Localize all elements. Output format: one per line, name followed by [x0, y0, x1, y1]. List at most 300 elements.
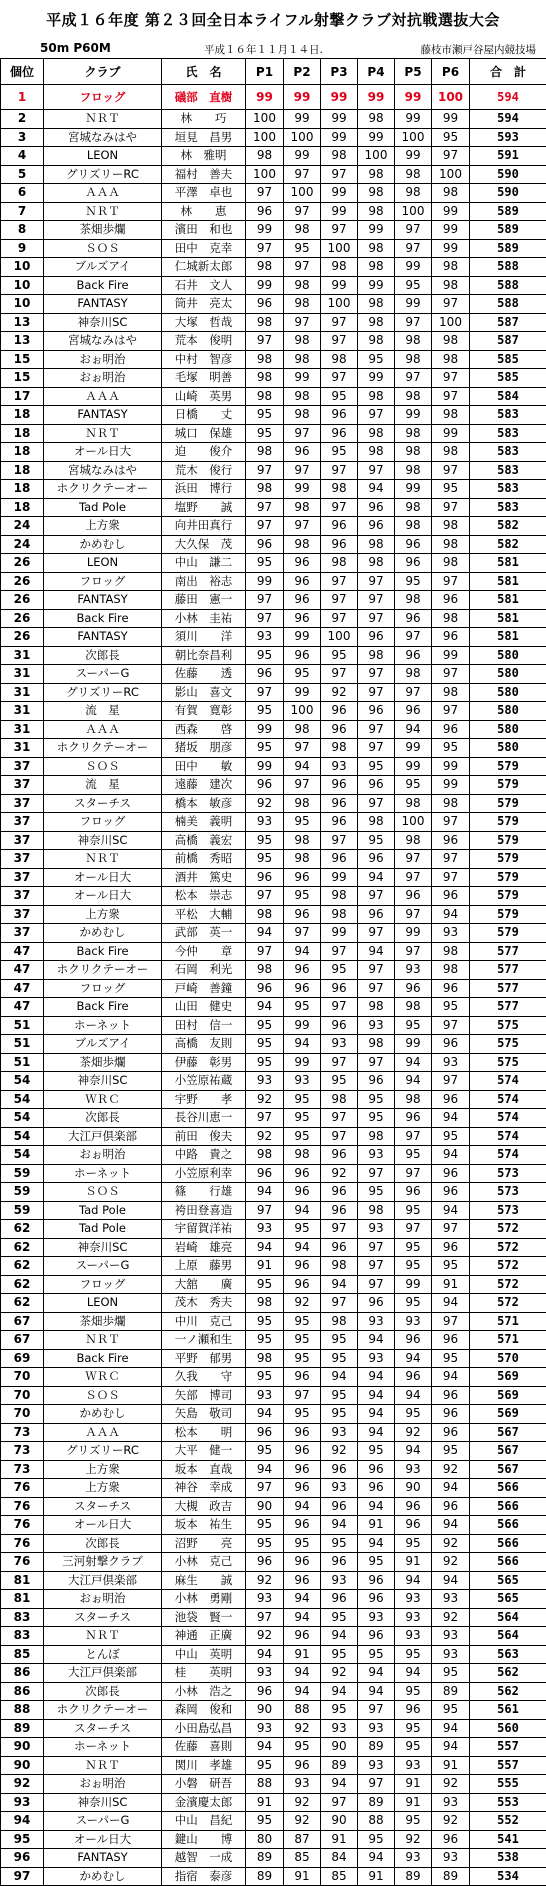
p4-cell: 93: [358, 1608, 395, 1627]
name-cell: 篠 行雄: [162, 1183, 246, 1202]
p1-cell: 95: [246, 1442, 284, 1461]
p2-cell: 96: [284, 868, 321, 887]
p4-cell: 97: [358, 1275, 395, 1294]
p5-cell: 93: [395, 1627, 432, 1646]
p6-cell: 92: [432, 1608, 470, 1627]
name-cell: 戸崎 善鐘: [162, 979, 246, 998]
table-row: [1, 258, 546, 277]
club-cell: ホーネット: [44, 1164, 162, 1183]
p4-cell: 95: [358, 1109, 395, 1128]
p3-cell: 94: [321, 1516, 358, 1535]
p2-cell: 94: [284, 757, 321, 776]
club-cell: LEON: [44, 554, 162, 573]
p4-cell: 98: [358, 239, 395, 258]
rank-cell: 17: [1, 387, 44, 406]
p2-cell: 94: [284, 1238, 321, 1257]
total-cell: 564: [470, 1627, 546, 1646]
club-cell: グリズリーRC: [44, 683, 162, 702]
results-table: [0, 58, 546, 1886]
p2-cell: 95: [284, 1127, 321, 1146]
total-cell: 591: [470, 147, 546, 166]
p5-cell: 98: [395, 498, 432, 517]
p3-cell: 97: [321, 998, 358, 1017]
p6-cell: 92: [432, 1775, 470, 1794]
name-cell: 長谷川恵一: [162, 1109, 246, 1128]
name-cell: 袴田登喜造: [162, 1201, 246, 1220]
p5-cell: 95: [395, 1812, 432, 1831]
p3-cell: 99: [321, 184, 358, 203]
p1-cell: 96: [246, 1553, 284, 1572]
table-row: [1, 1386, 546, 1405]
table-row: [1, 1516, 546, 1535]
p4-cell: 93: [358, 1016, 395, 1035]
p3-cell: 93: [321, 1719, 358, 1738]
p5-cell: 96: [395, 887, 432, 906]
p6-cell: 95: [432, 739, 470, 758]
p4-cell: 96: [358, 776, 395, 795]
name-cell: 大平 健一: [162, 1442, 246, 1461]
p5-cell: 98: [395, 1090, 432, 1109]
table-row: [1, 1645, 546, 1664]
total-cell: 585: [470, 350, 546, 369]
p6-cell: 94: [432, 1109, 470, 1128]
p5-cell: 97: [395, 313, 432, 332]
club-cell: フロッグ: [44, 85, 162, 110]
name-cell: 南出 裕志: [162, 572, 246, 591]
name-cell: 礒部 直樹: [162, 85, 246, 110]
p6-cell: 96: [432, 628, 470, 647]
p6-cell: 94: [432, 905, 470, 924]
p5-cell: 97: [395, 369, 432, 388]
p6-cell: 99: [432, 110, 470, 129]
rank-cell: 10: [1, 258, 44, 277]
p2-cell: 99: [284, 480, 321, 499]
p4-cell: 94: [358, 1405, 395, 1424]
total-cell: 581: [470, 554, 546, 573]
p3-cell: 96: [321, 702, 358, 721]
p3-cell: 90: [321, 1812, 358, 1831]
name-cell: 小笠原祐蔵: [162, 1072, 246, 1091]
p4-cell: 98: [358, 387, 395, 406]
p1-cell: 99: [246, 85, 284, 110]
p5-cell: 98: [395, 517, 432, 536]
name-cell: 麻生 誠: [162, 1571, 246, 1590]
name-cell: 松本 崇志: [162, 887, 246, 906]
p3-cell: 95: [321, 1645, 358, 1664]
p5-cell: 93: [395, 1590, 432, 1609]
rank-cell: 26: [1, 628, 44, 647]
rank-cell: 62: [1, 1220, 44, 1239]
p1-cell: 98: [246, 1349, 284, 1368]
rank-cell: 18: [1, 480, 44, 499]
table-row: [1, 85, 546, 110]
p1-cell: 94: [246, 1405, 284, 1424]
p2-cell: 97: [284, 517, 321, 536]
p3-cell: 90: [321, 1738, 358, 1757]
p4-cell: 94: [358, 1664, 395, 1683]
p4-cell: 94: [358, 480, 395, 499]
table-row: [1, 646, 546, 665]
total-cell: 587: [470, 313, 546, 332]
p5-cell: 96: [395, 1183, 432, 1202]
table-row: [1, 1534, 546, 1553]
p1-cell: 93: [246, 1220, 284, 1239]
total-cell: 566: [470, 1497, 546, 1516]
total-cell: 579: [470, 850, 546, 869]
p5-cell: 95: [395, 1016, 432, 1035]
p5-cell: 94: [395, 1664, 432, 1683]
p3-cell: 97: [321, 1109, 358, 1128]
p5-cell: 99: [395, 406, 432, 425]
p2-cell: 96: [284, 1275, 321, 1294]
total-cell: 588: [470, 258, 546, 277]
p1-cell: 97: [246, 239, 284, 258]
p2-cell: 95: [284, 1109, 321, 1128]
p2-cell: 96: [284, 1442, 321, 1461]
rank-cell: 37: [1, 850, 44, 869]
p2-cell: 97: [284, 202, 321, 221]
p3-cell: 99: [321, 85, 358, 110]
club-cell: FANTASY: [44, 628, 162, 647]
p1-cell: 99: [246, 572, 284, 591]
total-cell: 569: [470, 1405, 546, 1424]
rank-cell: 51: [1, 1016, 44, 1035]
club-cell: ＮＲＴ: [44, 424, 162, 443]
table-row: [1, 1423, 546, 1442]
p4-cell: 94: [358, 1497, 395, 1516]
p4-cell: 98: [358, 313, 395, 332]
p2-cell: 98: [284, 535, 321, 554]
p6-cell: 89: [432, 1682, 470, 1701]
club-cell: スーパーG: [44, 1812, 162, 1831]
p3-cell: 97: [321, 461, 358, 480]
p2-cell: 96: [284, 1183, 321, 1202]
rank-cell: 18: [1, 443, 44, 462]
table-row: [1, 702, 546, 721]
rank-cell: 70: [1, 1386, 44, 1405]
club-cell: 茶畑歩爛: [44, 1053, 162, 1072]
p3-cell: 93: [321, 1479, 358, 1498]
p1-cell: 95: [246, 554, 284, 573]
club-cell: 大江戸倶楽部: [44, 1664, 162, 1683]
p1-cell: 100: [246, 110, 284, 129]
club-cell: とんぼ: [44, 1645, 162, 1664]
club-cell: FANTASY: [44, 406, 162, 425]
p1-cell: 92: [246, 1090, 284, 1109]
p5-cell: 97: [395, 1164, 432, 1183]
table-row: [1, 887, 546, 906]
p5-cell: 95: [395, 572, 432, 591]
p6-cell: 97: [432, 461, 470, 480]
p1-cell: 97: [246, 498, 284, 517]
rank-cell: 96: [1, 1849, 44, 1868]
p6-cell: 99: [432, 221, 470, 240]
p4-cell: 94: [358, 1534, 395, 1553]
total-cell: 579: [470, 887, 546, 906]
rank-cell: 86: [1, 1664, 44, 1683]
p3-cell: 99: [321, 868, 358, 887]
table-row: [1, 1183, 546, 1202]
table-row: [1, 665, 546, 684]
name-cell: 矢島 敬司: [162, 1405, 246, 1424]
p1-cell: 93: [246, 813, 284, 832]
p6-cell: 97: [432, 868, 470, 887]
rank-cell: 97: [1, 1867, 44, 1886]
name-cell: 荒本 俊明: [162, 332, 246, 351]
p4-cell: 96: [358, 1294, 395, 1313]
p3-cell: 98: [321, 554, 358, 573]
p5-cell: 96: [395, 1109, 432, 1128]
p4-cell: 96: [358, 850, 395, 869]
table-row: [1, 1497, 546, 1516]
rank-cell: 7: [1, 202, 44, 221]
table-row: [1, 1867, 546, 1886]
name-cell: 小林 浩之: [162, 1682, 246, 1701]
p6-cell: 97: [432, 1072, 470, 1091]
club-cell: 上方衆: [44, 905, 162, 924]
table-row: [1, 1793, 546, 1812]
p1-cell: 95: [246, 1035, 284, 1054]
club-cell: FANTASY: [44, 295, 162, 314]
rank-cell: 51: [1, 1053, 44, 1072]
club-cell: 神奈川SC: [44, 1072, 162, 1091]
table-row: [1, 313, 546, 332]
club-cell: ホクリクテーオー: [44, 480, 162, 499]
total-cell: 584: [470, 387, 546, 406]
table-row: [1, 1053, 546, 1072]
p3-cell: 97: [321, 591, 358, 610]
club-cell: スターチス: [44, 1497, 162, 1516]
club-cell: 流 星: [44, 702, 162, 721]
p5-cell: 91: [395, 1775, 432, 1794]
p6-cell: 94: [432, 1738, 470, 1757]
p6-cell: 98: [432, 794, 470, 813]
table-row: [1, 794, 546, 813]
header-p1: P1: [246, 59, 284, 85]
total-cell: 583: [470, 424, 546, 443]
club-cell: オール日大: [44, 868, 162, 887]
p6-cell: 97: [432, 850, 470, 869]
total-cell: 573: [470, 1183, 546, 1202]
p1-cell: 95: [246, 1812, 284, 1831]
total-cell: 577: [470, 979, 546, 998]
p6-cell: 96: [432, 1183, 470, 1202]
p4-cell: 95: [358, 1830, 395, 1849]
total-cell: 562: [470, 1664, 546, 1683]
p1-cell: 97: [246, 332, 284, 351]
table-row: [1, 942, 546, 961]
total-cell: 581: [470, 572, 546, 591]
name-cell: 関川 孝雄: [162, 1756, 246, 1775]
p5-cell: 99: [395, 924, 432, 943]
total-cell: 565: [470, 1571, 546, 1590]
total-cell: 563: [470, 1645, 546, 1664]
p5-cell: 95: [395, 776, 432, 795]
table-row: [1, 609, 546, 628]
table-row: [1, 221, 546, 240]
total-cell: 571: [470, 1331, 546, 1350]
name-cell: 高橋 友則: [162, 1035, 246, 1054]
p2-cell: 96: [284, 1479, 321, 1498]
p4-cell: 96: [358, 517, 395, 536]
p2-cell: 98: [284, 350, 321, 369]
rank-cell: 67: [1, 1312, 44, 1331]
p3-cell: 95: [321, 1405, 358, 1424]
p1-cell: 95: [246, 1516, 284, 1535]
p2-cell: 96: [284, 905, 321, 924]
name-cell: 筒井 亮太: [162, 295, 246, 314]
p2-cell: 96: [284, 979, 321, 998]
table-row: [1, 165, 546, 184]
p2-cell: 98: [284, 221, 321, 240]
p5-cell: 94: [395, 1072, 432, 1091]
p5-cell: 96: [395, 609, 432, 628]
p3-cell: 93: [321, 1571, 358, 1590]
table-row: [1, 1830, 546, 1849]
p6-cell: 97: [432, 813, 470, 832]
p1-cell: 90: [246, 1497, 284, 1516]
table-row: [1, 1590, 546, 1609]
rank-cell: 62: [1, 1275, 44, 1294]
p2-cell: 94: [284, 1664, 321, 1683]
club-cell: ＳＯＳ: [44, 1386, 162, 1405]
total-cell: 572: [470, 1275, 546, 1294]
total-cell: 574: [470, 1090, 546, 1109]
name-cell: 岩崎 雄亮: [162, 1238, 246, 1257]
p5-cell: 96: [395, 646, 432, 665]
header-p5: P5: [395, 59, 432, 85]
p1-cell: 90: [246, 1701, 284, 1720]
p3-cell: 97: [321, 1053, 358, 1072]
p5-cell: 99: [395, 1275, 432, 1294]
p2-cell: 99: [284, 147, 321, 166]
p5-cell: 99: [395, 757, 432, 776]
p5-cell: 93: [395, 961, 432, 980]
rank-cell: 54: [1, 1146, 44, 1165]
name-cell: 伊藤 彰男: [162, 1053, 246, 1072]
p5-cell: 95: [395, 1146, 432, 1165]
table-row: [1, 628, 546, 647]
p4-cell: 97: [358, 1238, 395, 1257]
p1-cell: 93: [246, 1386, 284, 1405]
p3-cell: 96: [321, 794, 358, 813]
rank-cell: 4: [1, 147, 44, 166]
total-cell: 572: [470, 1238, 546, 1257]
table-row: [1, 1812, 546, 1831]
p4-cell: 95: [358, 1183, 395, 1202]
p2-cell: 94: [284, 1608, 321, 1627]
p4-cell: 98: [358, 110, 395, 129]
name-cell: 小林 勇剛: [162, 1590, 246, 1609]
p3-cell: 96: [321, 517, 358, 536]
club-cell: ＷＲＣ: [44, 1090, 162, 1109]
table-row: [1, 868, 546, 887]
p1-cell: 99: [246, 757, 284, 776]
total-cell: 572: [470, 1220, 546, 1239]
p5-cell: 94: [395, 1386, 432, 1405]
rank-cell: 73: [1, 1442, 44, 1461]
club-cell: フロッグ: [44, 572, 162, 591]
p3-cell: 97: [321, 165, 358, 184]
p5-cell: 95: [395, 1645, 432, 1664]
p5-cell: 97: [395, 850, 432, 869]
p3-cell: 96: [321, 1497, 358, 1516]
table-row: [1, 924, 546, 943]
total-cell: 580: [470, 720, 546, 739]
p6-cell: 97: [432, 387, 470, 406]
club-cell: 茶畑歩爛: [44, 1312, 162, 1331]
rank-cell: 37: [1, 813, 44, 832]
table-row: [1, 813, 546, 832]
club-cell: ホーネット: [44, 1738, 162, 1757]
name-cell: 浜田 博行: [162, 480, 246, 499]
p5-cell: 98: [395, 591, 432, 610]
p4-cell: 98: [358, 1201, 395, 1220]
total-cell: 583: [470, 406, 546, 425]
p6-cell: 91: [432, 1275, 470, 1294]
p3-cell: 95: [321, 1331, 358, 1350]
rank-cell: 54: [1, 1127, 44, 1146]
p6-cell: 98: [432, 276, 470, 295]
p6-cell: 97: [432, 369, 470, 388]
p2-cell: 95: [284, 1534, 321, 1553]
p1-cell: 94: [246, 1460, 284, 1479]
name-cell: 石井 文人: [162, 276, 246, 295]
table-row: [1, 239, 546, 258]
p4-cell: 97: [358, 591, 395, 610]
p2-cell: 92: [284, 1719, 321, 1738]
club-cell: かめむし: [44, 535, 162, 554]
p2-cell: 96: [284, 609, 321, 628]
table-row: [1, 110, 546, 129]
p2-cell: 98: [284, 1146, 321, 1165]
p5-cell: 99: [395, 147, 432, 166]
total-cell: 589: [470, 202, 546, 221]
p4-cell: 95: [358, 831, 395, 850]
club-cell: 茶畑歩爛: [44, 221, 162, 240]
club-cell: 宮城なみはや: [44, 128, 162, 147]
rank-cell: 3: [1, 128, 44, 147]
p3-cell: 98: [321, 480, 358, 499]
table-row: [1, 1479, 546, 1498]
p2-cell: 100: [284, 702, 321, 721]
name-cell: 小林 克己: [162, 1553, 246, 1572]
p2-cell: 95: [284, 239, 321, 258]
total-cell: 571: [470, 1312, 546, 1331]
p3-cell: 98: [321, 1257, 358, 1276]
p2-cell: 97: [284, 739, 321, 758]
p3-cell: 97: [321, 831, 358, 850]
p6-cell: 97: [432, 1220, 470, 1239]
club-cell: スターチス: [44, 794, 162, 813]
club-cell: ＳＯＳ: [44, 1183, 162, 1202]
p5-cell: 94: [395, 720, 432, 739]
p5-cell: 90: [395, 1479, 432, 1498]
name-cell: 平野 郁男: [162, 1349, 246, 1368]
header-row: [1, 59, 546, 85]
p6-cell: 98: [432, 443, 470, 462]
p4-cell: 98: [358, 202, 395, 221]
total-cell: 581: [470, 591, 546, 610]
rank-cell: 70: [1, 1368, 44, 1387]
p6-cell: 96: [432, 979, 470, 998]
club-cell: 流 星: [44, 776, 162, 795]
name-cell: 一ノ瀬和生: [162, 1331, 246, 1350]
name-cell: 毛塚 明善: [162, 369, 246, 388]
p3-cell: 98: [321, 905, 358, 924]
table-row: [1, 369, 546, 388]
p1-cell: 96: [246, 776, 284, 795]
